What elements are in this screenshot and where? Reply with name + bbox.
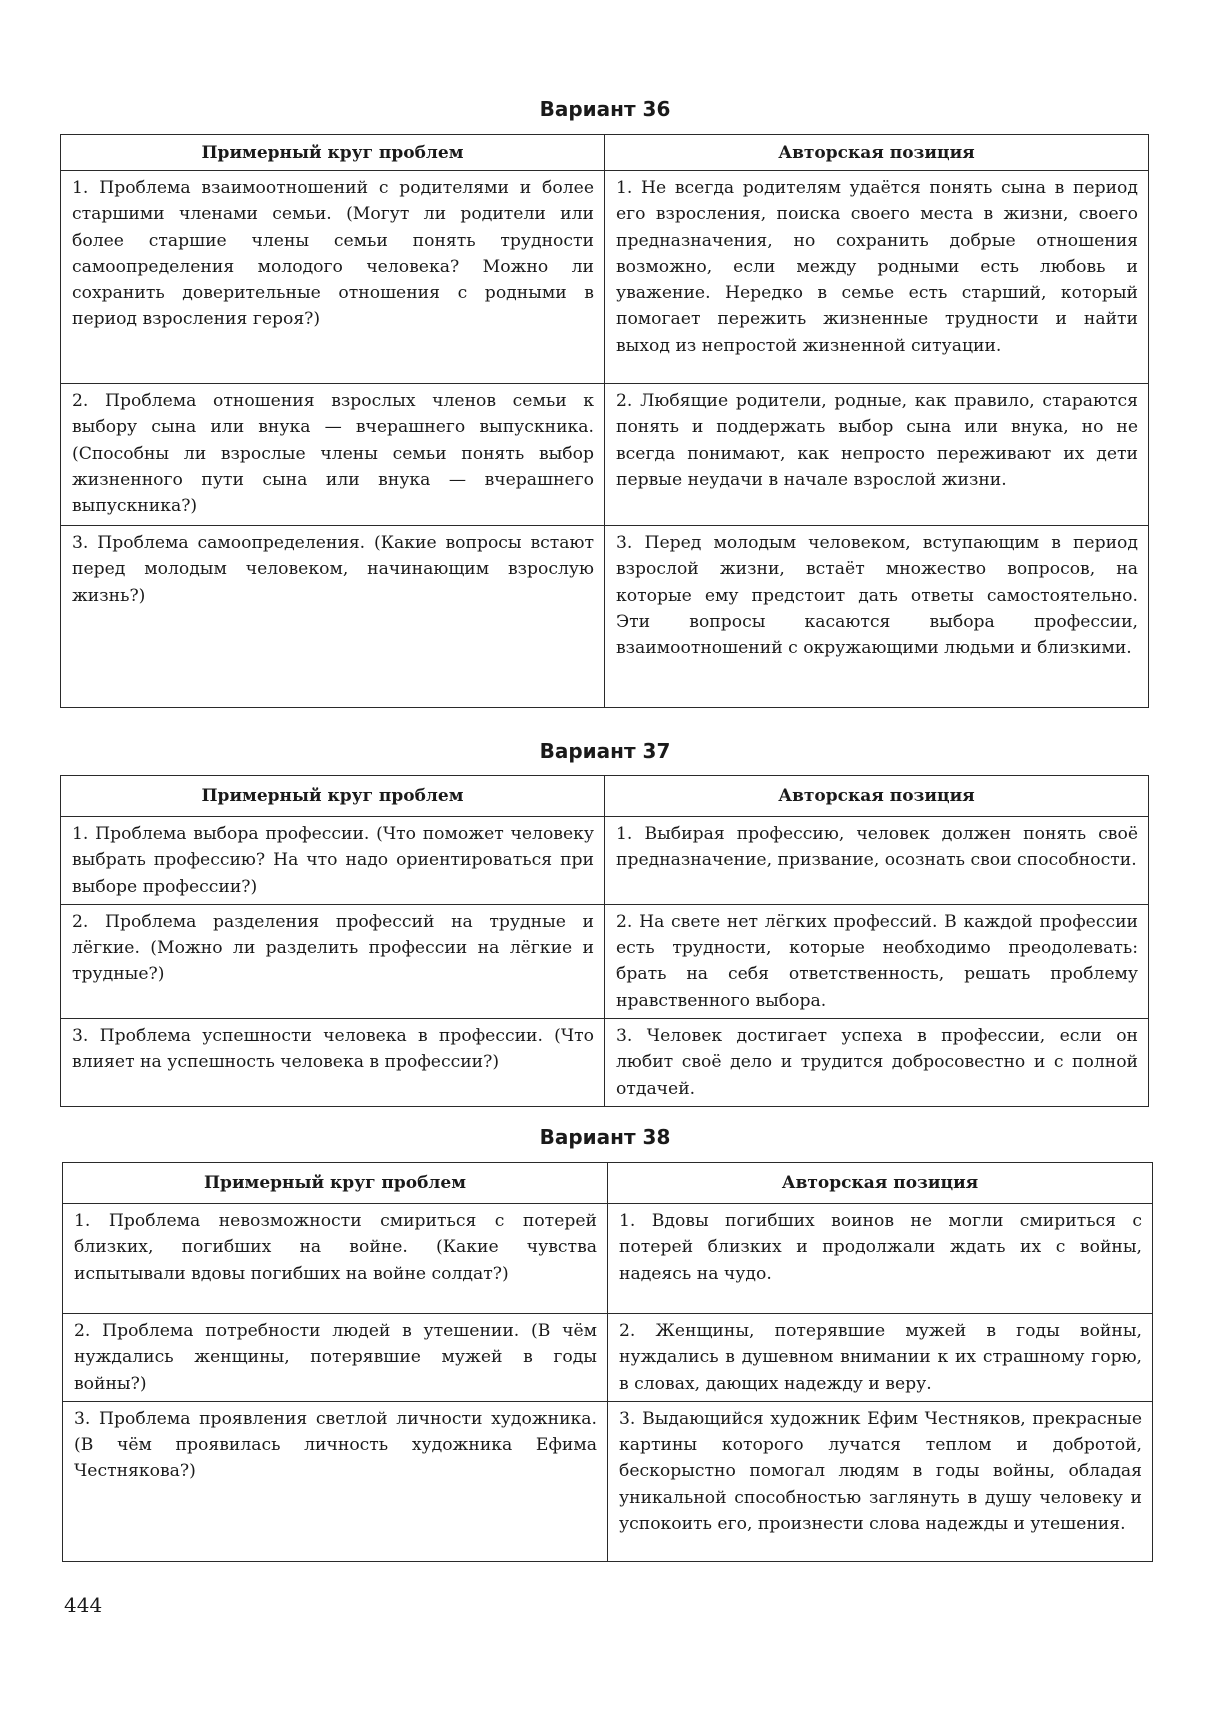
table-row (63, 1204, 1153, 1314)
position-cell: 3. Выдающийся художник Ефим Честняков, прекрасные картины которого лучатся теплом и добротой, бескорыстно помогал людям в годы войны, обладая уникальной способностью заглянуть в душу человеку и успокоить его, произнести слова надежды и утешения. (608, 1401, 1153, 1561)
position-cell: 1. Вдовы погибших воинов не могли смириться с потерей близких и продолжали ждать их с войны, надеясь на чудо. (608, 1204, 1153, 1314)
table-row (61, 1019, 1149, 1107)
variant-38-title: Вариант 38 (539, 1125, 671, 1149)
table-row (61, 384, 1149, 526)
header-problems: Примерный круг проблем (61, 135, 605, 171)
page-number: 444 (64, 1593, 103, 1617)
table-row (63, 1401, 1153, 1561)
header-author-position: Авторская позиция (605, 135, 1149, 171)
table-header-row (61, 135, 1149, 171)
position-cell: 1. Не всегда родителям удаётся понять сына в период его взросления, поиска своего места в жизни, своего предназначения, но сохранить добрые отношения возможно, если между родными есть любовь и уважение. Нередко в семье есть старший, который помогает пережить жизненные трудности и найти выход из непростой жизненной ситуации. (605, 171, 1149, 384)
problem-cell: 3. Проблема самоопределения. (Какие вопросы встают перед молодым человеком, начинающим взрослую жизнь?) (61, 526, 605, 708)
header-author-position: Авторская позиция (608, 1163, 1153, 1204)
table-header-row (61, 776, 1149, 817)
variant-37-title: Вариант 37 (539, 739, 671, 763)
problem-cell: 1. Проблема выбора профессии. (Что поможет человеку выбрать профессию? На что надо ориентироваться при выборе профессии?) (61, 817, 605, 905)
problem-cell: 2. Проблема разделения профессий на трудные и лёгкие. (Можно ли разделить профессии на лёгкие и трудные?) (61, 904, 605, 1018)
table-row (61, 817, 1149, 905)
table-row (63, 1314, 1153, 1402)
header-problems: Примерный круг проблем (63, 1163, 608, 1204)
position-cell: 2. На свете нет лёгких профессий. В каждой профессии есть трудности, которые необходимо преодолевать: брать на себя ответственность, решать проблему нравственного выбора. (605, 904, 1149, 1018)
problem-cell: 3. Проблема проявления светлой личности художника. (В чём проявилась личность художника Ефима Честнякова?) (63, 1401, 608, 1561)
table-row (61, 171, 1149, 384)
problem-cell: 2. Проблема отношения взрослых членов семьи к выбору сына или внука — вчерашнего выпускника. (Способны ли взрослые члены семьи понять выбор жизненного пути сына или внука — вчерашнего выпускника?) (61, 384, 605, 526)
position-cell: 1. Выбирая профессию, человек должен понять своё предназначение, призвание, осознать свои способности. (605, 817, 1149, 905)
header-problems: Примерный круг проблем (61, 776, 605, 817)
position-cell: 2. Любящие родители, родные, как правило, стараются понять и поддержать выбор сына или внука, но не всегда понимают, как непросто переживают их дети первые неудачи в начале взрослой жизни. (605, 384, 1149, 526)
problem-cell: 1. Проблема невозможности смириться с потерей близких, погибших на войне. (Какие чувства испытывали вдовы погибших на войне солдат?) (63, 1204, 608, 1314)
header-author-position: Авторская позиция (605, 776, 1149, 817)
problem-cell: 2. Проблема потребности людей в утешении. (В чём нуждались женщины, потерявшие мужей в годы войны?) (63, 1314, 608, 1402)
variant-36-table (60, 134, 1149, 708)
variant-38-table (62, 1162, 1153, 1562)
table-row (61, 526, 1149, 708)
position-cell: 2. Женщины, потерявшие мужей в годы войны, нуждались в душевном внимании к их страшному горю, в словах, дающих надежду и веру. (608, 1314, 1153, 1402)
table-header-row (63, 1163, 1153, 1204)
problem-cell: 1. Проблема взаимоотношений с родителями и более старшими членами семьи. (Могут ли родители или более старшие члены семьи понять трудности самоопределения молодого человека? Можно ли сохранить доверительные отношения с родными в период взросления героя?) (61, 171, 605, 384)
variant-36-title: Вариант 36 (539, 97, 671, 121)
problem-cell: 3. Проблема успешности человека в профессии. (Что влияет на успешность человека в профессии?) (61, 1019, 605, 1107)
position-cell: 3. Человек достигает успеха в профессии, если он любит своё дело и трудится добросовестно и с полной отдачей. (605, 1019, 1149, 1107)
position-cell: 3. Перед молодым человеком, вступающим в период взрослой жизни, встаёт множество вопросов, на которые ему предстоит дать ответы самостоятельно. Эти вопросы касаются выбора профессии, взаимоотношений с окружающими людьми и близкими. (605, 526, 1149, 708)
variant-37-table (60, 775, 1149, 1107)
table-row (61, 904, 1149, 1018)
